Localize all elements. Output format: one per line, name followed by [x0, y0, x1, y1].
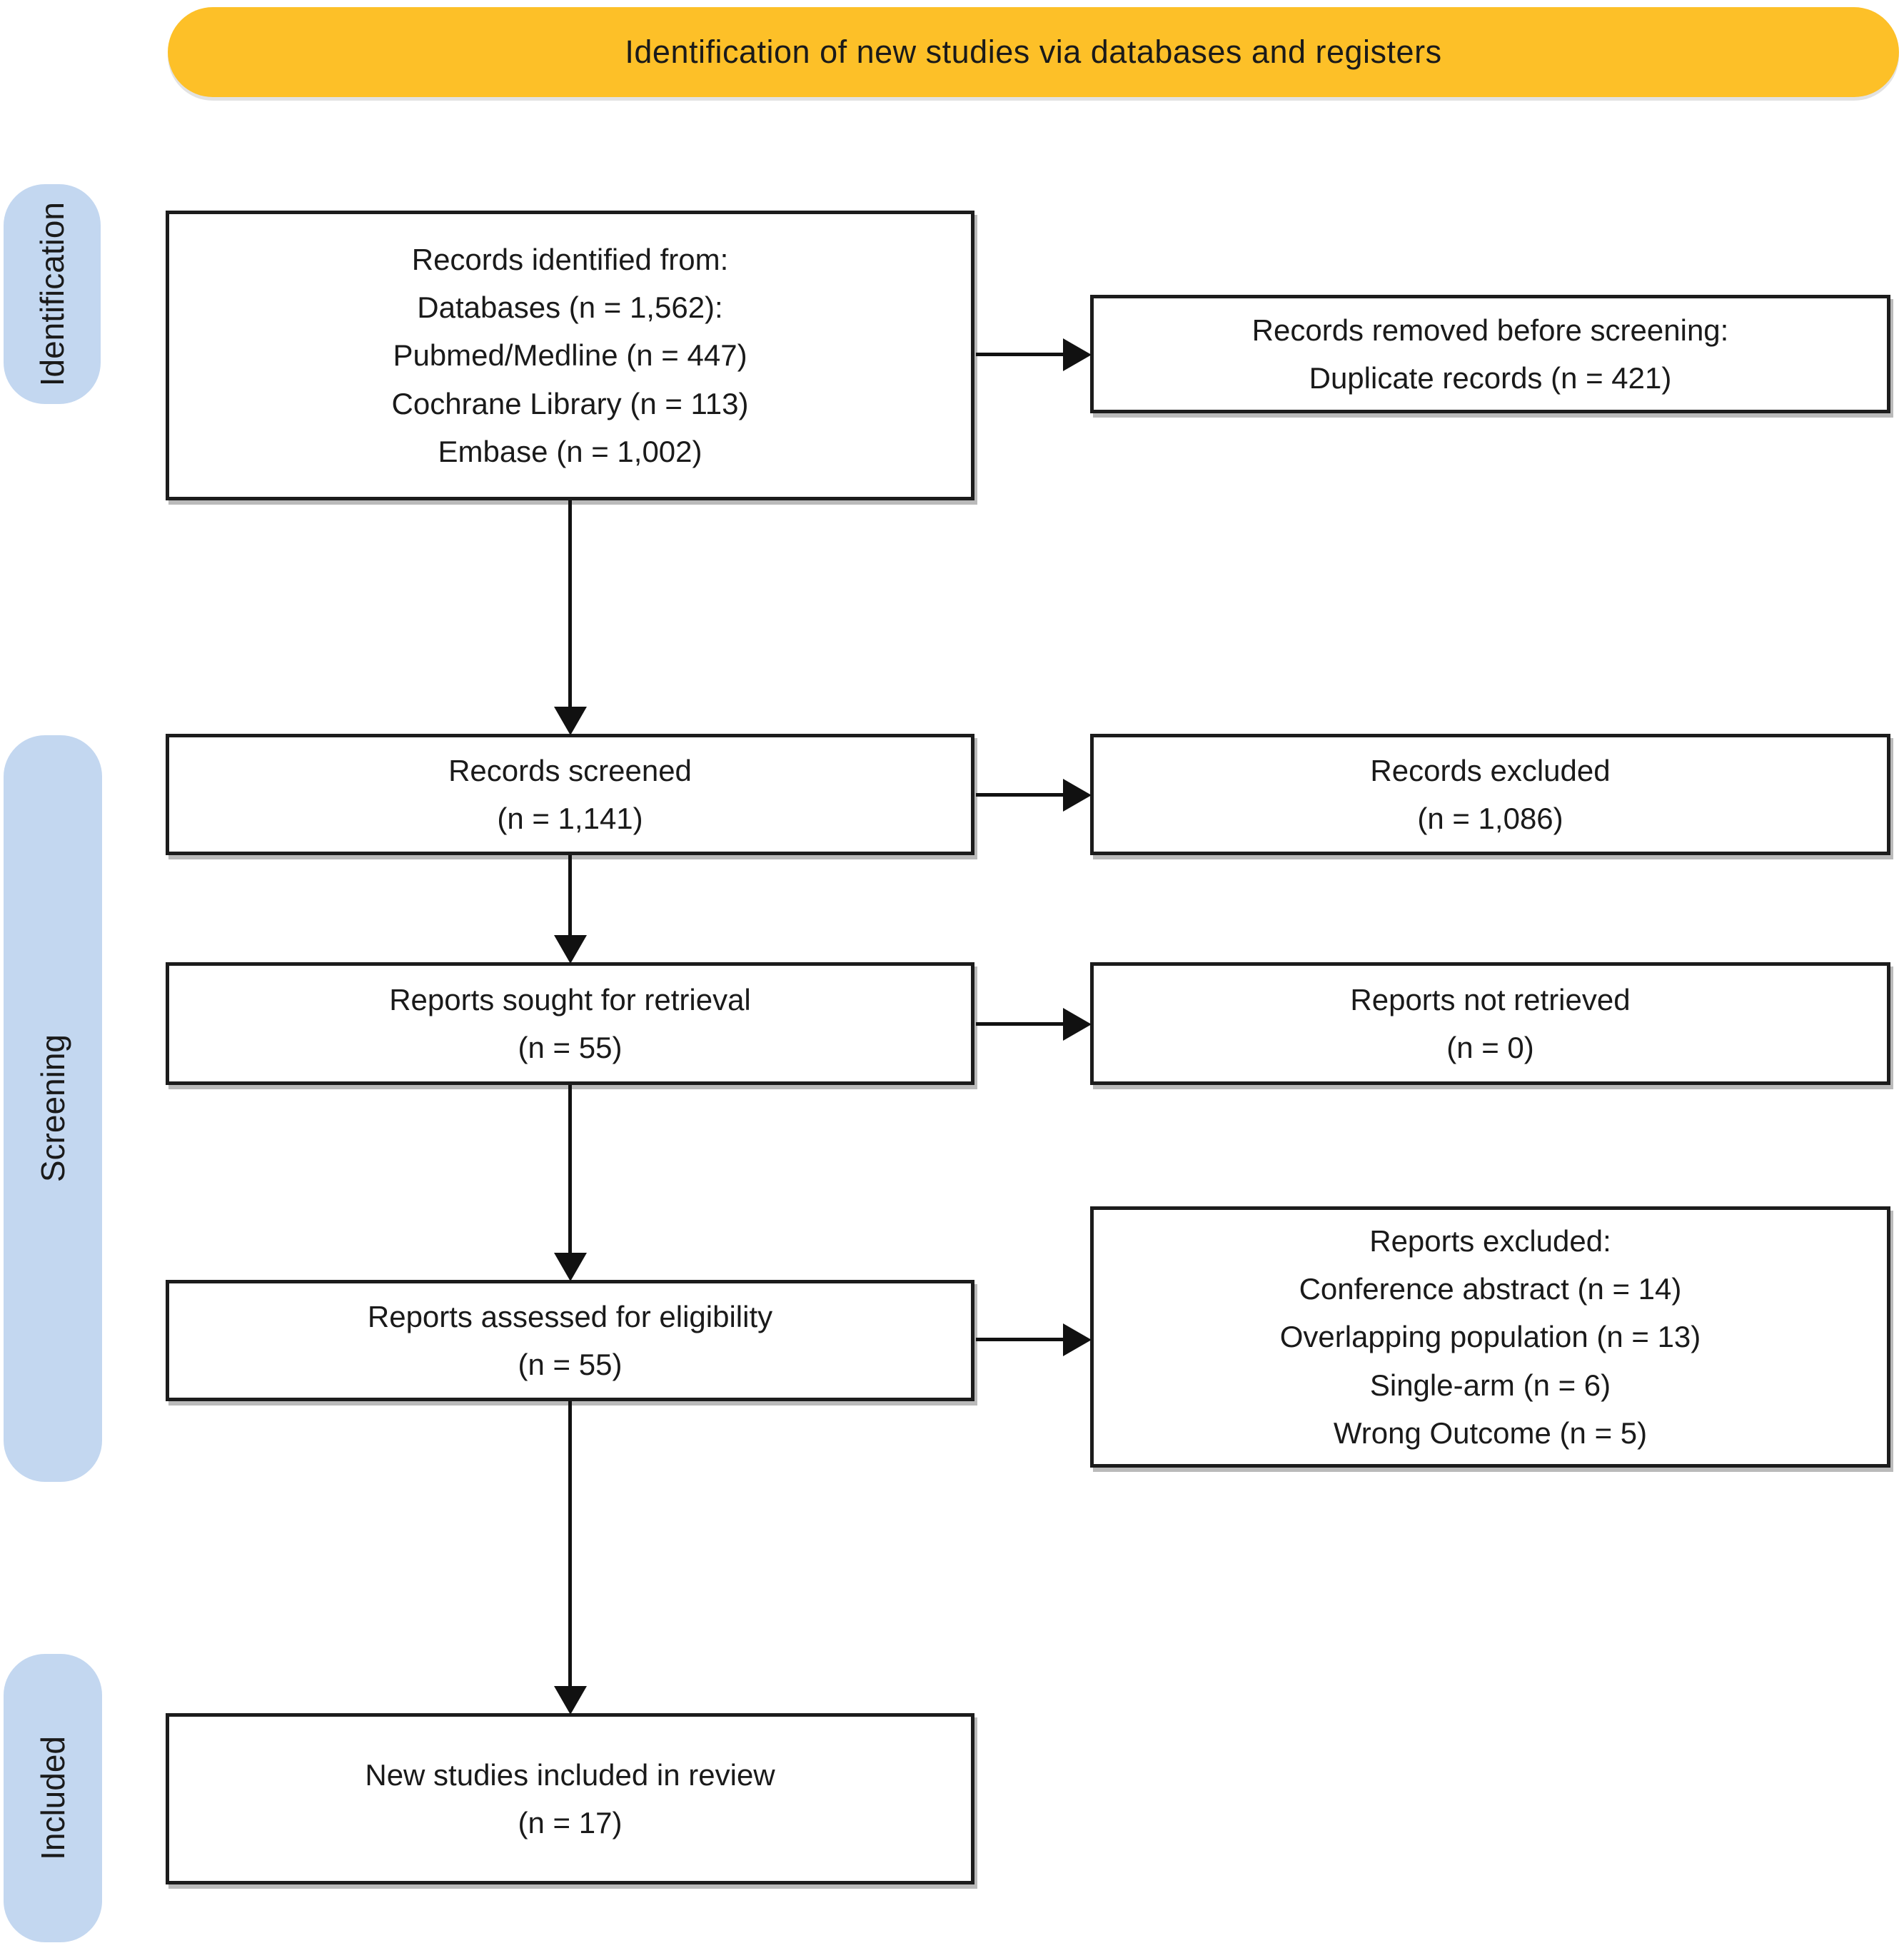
box-reports-excluded [1090, 1206, 1890, 1468]
box-reports-sought [166, 962, 974, 1085]
box-line: Conference abstract (n = 14) [1299, 1272, 1682, 1306]
box-records-excluded [1090, 734, 1890, 855]
arrow-sought-to-not-retrieved [976, 1022, 1063, 1026]
box-line: Reports assessed for eligibility [367, 1299, 773, 1333]
box-line: (n = 17) [518, 1806, 623, 1840]
stage-tab-identification [4, 184, 101, 404]
box-line: Overlapping population (n = 13) [1279, 1320, 1701, 1354]
box-line: Reports excluded: [1369, 1224, 1611, 1258]
box-line: Reports not retrieved [1350, 982, 1631, 1016]
box-line: Duplicate records (n = 421) [1309, 361, 1672, 395]
arrow-screened-to-sought [568, 855, 572, 935]
box-line: Records identified from: [411, 243, 729, 277]
box-line: Cochrane Library (n = 113) [391, 386, 749, 420]
stage-label: Included [34, 1736, 71, 1860]
box-line: Databases (n = 1,562): [417, 291, 723, 325]
banner-title: Identification of new studies via databases and registers [625, 34, 1442, 70]
box-line: (n = 55) [518, 1348, 623, 1381]
box-line: Records screened [448, 753, 692, 787]
box-line: (n = 0) [1446, 1031, 1534, 1064]
box-records-removed [1090, 295, 1890, 413]
box-records-screened [166, 734, 974, 855]
box-line: Reports sought for retrieval [389, 982, 751, 1016]
arrow-assessed-to-included [568, 1401, 572, 1686]
arrow-screened-to-excluded [976, 793, 1063, 797]
box-line: Single-arm (n = 6) [1369, 1368, 1611, 1402]
banner [168, 7, 1899, 97]
box-records-identified [166, 211, 974, 500]
arrow-sought-to-assessed [568, 1085, 572, 1253]
arrow-identified-to-removed [976, 353, 1063, 356]
arrow-identified-to-screened [568, 500, 572, 707]
stage-tab-included [4, 1654, 102, 1942]
box-line: Records removed before screening: [1251, 313, 1729, 347]
box-line: Records excluded [1370, 753, 1611, 787]
stage-tab-screening [4, 735, 102, 1482]
box-line: (n = 1,086) [1417, 802, 1563, 835]
box-studies-included [166, 1713, 974, 1884]
box-line: Wrong Outcome (n = 5) [1333, 1415, 1648, 1450]
stage-label: Identification [34, 201, 71, 387]
box-line: Embase (n = 1,002) [438, 434, 702, 468]
box-line: (n = 55) [518, 1031, 623, 1064]
arrow-assessed-to-reports-excluded [976, 1338, 1063, 1341]
box-line: New studies included in review [365, 1757, 775, 1792]
box-reports-not-retrieved [1090, 962, 1890, 1085]
box-line: Pubmed/Medline (n = 447) [393, 338, 747, 373]
box-line: (n = 1,141) [497, 802, 643, 835]
stage-label: Screening [34, 1034, 71, 1183]
box-reports-assessed [166, 1280, 974, 1401]
